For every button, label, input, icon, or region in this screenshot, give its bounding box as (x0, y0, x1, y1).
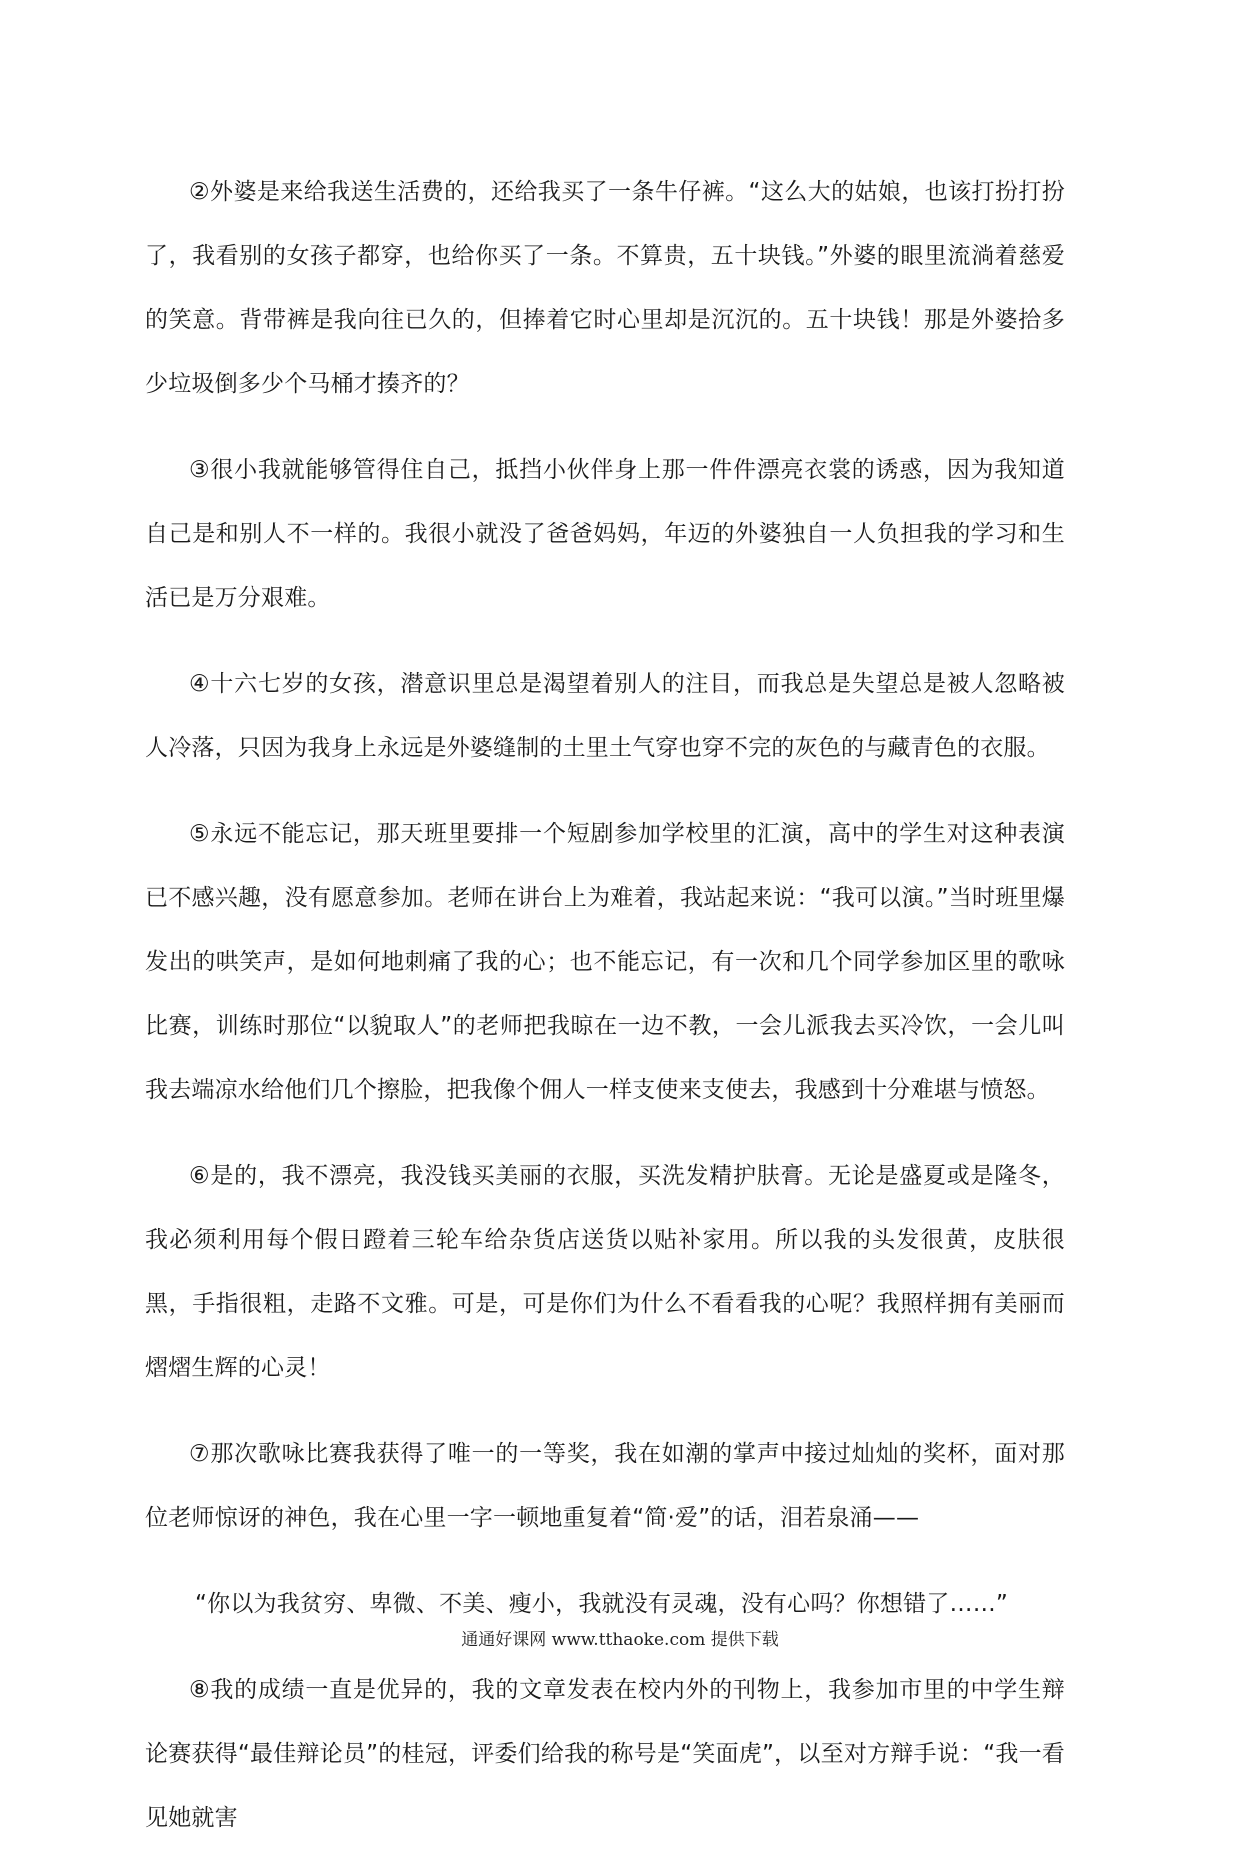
quote-paragraph: “你以为我贫穷、卑微、不美、瘦小，我就没有灵魂，没有心吗？你想错了……” (195, 1591, 1009, 1617)
paragraph-7: ⑦那次歌咏比赛我获得了唯一的一等奖，我在如潮的掌声中接过灿灿的奖杯，面对那位老师惊讶的神色，我在心里一字一顿地重复着“简·爱”的话，泪若泉涌—— (145, 1441, 1065, 1531)
paragraph-6: ⑥是的，我不漂亮，我没钱买美丽的衣服，买洗发精护肤膏。无论是盛夏或是隆冬，我必须利用每个假日蹬着三轮车给杂货店送货以贴补家用。所以我的头发很黄，皮肤很黑，手指很粗，走路不文雅。可是，可是你们为什么不看看我的心呢？我照样拥有美丽而熠熠生辉的心灵！ (145, 1163, 1065, 1381)
paragraph-3: ③很小我就能够管得住自己，抵挡小伙伴身上那一件件漂亮衣裳的诱惑，因为我知道自己是和别人不一样的。我很小就没了爸爸妈妈，年迈的外婆独自一人负担我的学习和生活已是万分艰难。 (145, 457, 1065, 611)
paragraph-5: ⑤永远不能忘记，那天班里要排一个短剧参加学校里的汇演，高中的学生对这种表演已不感兴趣，没有愿意参加。老师在讲台上为难着，我站起来说：“我可以演。”当时班里爆发出的哄笑声，是如何地刺痛了我的心；也不能忘记，有一次和几个同学参加区里的歌咏比赛，训练时那位“以貌取人”的老师把我晾在一边不教，一会儿派我去买冷饮，一会儿叫我去端凉水给他们几个擦脸，把我像个佣人一样支使来支使去，我感到十分难堪与愤怒。 (145, 821, 1065, 1103)
paragraph-8: ⑧我的成绩一直是优异的，我的文章发表在校内外的刊物上，我参加市里的中学生辩论赛获得“最佳辩论员”的桂冠，评委们给我的称号是“笑面虎”，以至对方辩手说：“我一看见她就害 (145, 1677, 1065, 1831)
paragraph-2: ②外婆是来给我送生活费的，还给我买了一条牛仔裤。“这么大的姑娘，也该打扮打扮了，我看别的女孩子都穿，也给你买了一条。不算贵，五十块钱。”外婆的眼里流淌着慈爱的笑意。背带裤是我向往已久的，但捧着它时心里却是沉沉的。五十块钱！那是外婆拾多少垃圾倒多少个马桶才揍齐的？ (145, 179, 1065, 397)
page-footer: 通通好课网 www.tthaoke.com 提供下载 (461, 1630, 779, 1650)
document-body (145, 160, 1065, 1872)
paragraph-4: ④十六七岁的女孩，潜意识里总是渴望着别人的注目，而我总是失望总是被人忽略被人冷落，只因为我身上永远是外婆缝制的土里土气穿也穿不完的灰色的与藏青色的衣服。 (145, 671, 1065, 761)
